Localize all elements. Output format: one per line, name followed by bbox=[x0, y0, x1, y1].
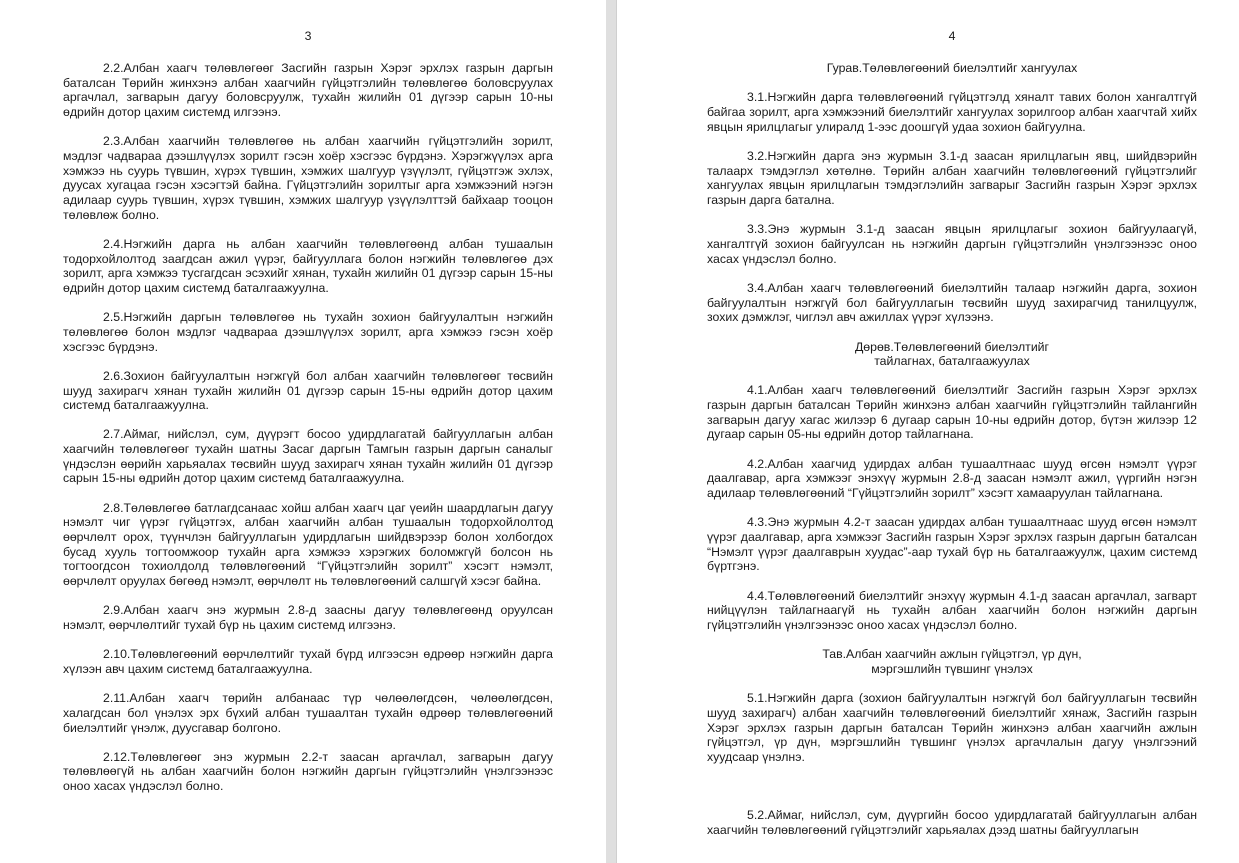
paragraph-2-12: 2.12.Төлөвлөгөөг энэ журмын 2.2-т заасан аргачлал, загварын дагуу төлөвлөөгүй нь албан хаагчийн болон нэгжийн даргын гүйцэтгэлийн үнэлгээнээс оноо хасах үндэслэл болно. bbox=[63, 749, 553, 794]
paragraph-4-3: 4.3.Энэ журмын 4.2-т заасан удирдах албан тушаалтнаас шууд өгсөн нэмэлт үүрэг даалгавар, арга хэмжээг Засгийн газрын Хэрэг эрхлэх газрын даргын баталсан “Нэмэлт үүрэг даалгаврын хуудас”-аар тухай бүр нь баталгаажуулж, цахим системд бүртгэнэ. bbox=[707, 515, 1197, 574]
paragraph-4-4: 4.4.Төлөвлөгөөний биелэлтийг энэхүү журмын 4.1-д заасан аргачлал, загварт нийцүүлэн тайлагнаагүй нь тухайн албан хаагчийн болон нэгжийн даргын гүйцэтгэлийн үнэлгээнээс оноо хасах үндэслэл болно. bbox=[707, 588, 1197, 632]
paragraph-2-5: 2.5.Нэгжийн даргын төлөвлөгөө нь тухайн зохион байгуулалтын нэгжийн төлөвлөгөө болон мэдлэг чадвараа дээшлүүлэх зорилт, арга хэмжээ гэсэн хоёр хэсгээс бүрдэнэ. bbox=[63, 310, 553, 354]
section-5-title-line1: Тав.Албан хаагчийн ажлын гүйцэтгэл, үр дүн, bbox=[822, 647, 1082, 662]
page-content bbox=[63, 29, 553, 808]
page-content bbox=[707, 29, 1197, 852]
paragraph-4-2: 4.2.Албан хаагчид удирдах албан тушаалтнаас шууд өгсөн нэмэлт үүрэг даалгавар, арга хэмжээг энэхүү журмын 2.8-д заасан нэмэлт ажил, үүргийн нэгэн адилаар төлөвлөгөөний “Гүйцэтгэлийн зорилт” хэсэгт хамааруулан тайлагнана. bbox=[707, 456, 1197, 501]
paragraph-2-3: 2.3.Албан хаагчийн төлөвлөгөө нь албан хаагчийн гүйцэтгэлийн зорилт, мэдлэг чадвараа дээшлүүлэх зорилт гэсэн хоёр хэсгээс бүрдэнэ. Хэрэгжүүлэх арга хэмжээ нь суурь түвшин, хүрэх түвшин, хэмжих шалгуур үзүүлэлт, гүйцэтгэж эхлэх, дуусах хугацаа гэсэн хэсэгтэй байна. Гүйцэтгэлийн зорилтыг арга хэмжээний нэгэн адилаар суурь түвшин, хүрэх түвшин, хэмжих шалгуур үзүүлэлттэй байхаар тооцон төлөвлөж болно. bbox=[63, 134, 553, 222]
paragraph-2-9: 2.9.Албан хаагч энэ журмын 2.8-д заасны дагуу төлөвлөгөөнд оруулсан нэмэлт, өөрчлөлтийг тухай бүр нь цахим системд илгээнэ. bbox=[63, 603, 553, 632]
paragraph-3-1: 3.1.Нэгжийн дарга төлөвлөгөөний гүйцэтгэлд хяналт тавих болон хангалтгүй байгаа зорилт, арга хэмжээний биелэлтийг хангуулах зорилгоор албан хаагчтай хийх явцын ярилцлагыг улиралд 1-ээс доошгүй удаа зохион байгуулна. bbox=[707, 90, 1197, 134]
section-5-heading bbox=[707, 647, 1197, 676]
document-page-4 bbox=[617, 0, 1239, 863]
paragraph-5-2: 5.2.Аймаг, нийслэл, сум, дүүргийн босоо удирдлагатай байгууллагын албан хаагчийн төлөвлөгөөний гүйцэтгэлийг харьяалах дээд шатны байгууллагын bbox=[707, 808, 1197, 837]
page-number: 3 bbox=[304, 29, 312, 43]
spacer bbox=[707, 779, 1197, 808]
paragraph-2-7: 2.7.Аймаг, нийслэл, сум, дүүрэгт босоо удирдлагатай байгууллагын албан хаагчийн төлөвлөгөөг тухайн шатны Засаг даргын Тамгын газрын даргын саналыг үндэслэн өөрийн харьяалах төсвийн шууд захирагч хянан тухайн жилийн 01 дүгээр сарын 15-ны өдрийн дотор цахим системд баталгаажуулна. bbox=[63, 427, 553, 486]
section-4-title-line1: Дөрөв.Төлөвлөгөөний биелэлтийг bbox=[854, 339, 1050, 354]
paragraph-5-1: 5.1.Нэгжийн дарга (зохион байгуулалтын нэгжгүй бол байгууллагын төсвийн шууд захирагч) албан хаагчийн төлөвлөгөөний биелэлтийг хянаж, Засгийн газрын Хэрэг эрхлэх газрын даргын баталсан Төрийн жинхэнэ албан хаагчийн ажлын гүйцэтгэл, үр дүн, мэргэшлийн түвшинг үнэлэх аргачлалын дагуу үнэлгээний хуудсаар үнэлнэ. bbox=[707, 691, 1197, 764]
paragraph-2-11: 2.11.Албан хаагч төрийн албанаас түр чөлөөлөгдсөн, чөлөөлөгдсөн, халагдсан бол үнэлэх эрх бүхий албан тушаалтан тухайн өдрөөр төлөвлөгөөний биелэлтийг үнэлж, дуусгавар болгоно. bbox=[63, 691, 553, 735]
page-number: 4 bbox=[948, 29, 956, 43]
page-gutter bbox=[606, 0, 617, 863]
paragraph-3-4: 3.4.Албан хаагч төлөвлөгөөний биелэлтийн талаар нэгжийн дарга, зохион байгуулалтын нэгжгүй бол байгууллагын төсвийн шууд захирагчид танилцуулж, зохих дэмжлэг, чиглэл авч ажиллах үүрэг хүлээнэ. bbox=[707, 280, 1197, 325]
section-4-title-line2: тайлагнах, баталгаажуулах bbox=[874, 354, 1030, 369]
paragraph-2-4: 2.4.Нэгжийн дарга нь албан хаагчийн төлөвлөгөөнд албан тушаалын тодорхойлолтод заагдсан ажил үүрэг, байгууллага болон нэгжийн төлөвлөгөө дэх зорилт, арга хэмжээ тусгагдсан эсэхийг хянан, тухайн жилийн 01 дүгээр сарын 15-ны өдрийн дотор цахим системд баталгаажуулна. bbox=[63, 236, 553, 295]
paragraph-2-6: 2.6.Зохион байгуулалтын нэгжгүй бол албан хаагчийн төлөвлөгөөг төсвийн шууд захирагч хянан тухайн жилийн 01 дүгээр сарын 15-ны өдрийн дотор цахим системд баталгаажуулна. bbox=[63, 368, 553, 413]
paragraph-3-3: 3.3.Энэ журмын 3.1-д заасан явцын ярилцлагыг зохион байгуулаагүй, хангалтгүй зохион байгуулсан нь нэгжийн даргын гүйцэтгэлийн үнэлгээнээс оноо хасах үндэслэл болно. bbox=[707, 222, 1197, 266]
section-5-title-line2: мэргэшлийн түвшинг үнэлэх bbox=[871, 661, 1033, 676]
section-4-heading bbox=[707, 340, 1197, 369]
paragraph-2-8: 2.8.Төлөвлөгөө батлагдсанаас хойш албан хаагч цаг үеийн шаардлагын дагуу нэмэлт чиг үүрэг гүйцэтгэх, албан хаагчийн албан тушаалын тодорхойлолтод өөрчлөлт орох, түүнчлэн байгууллагын удирдлагын шийдвэрээр болон холбогдох бусад хууль тогтоомжоор тухайн арга хэмжээ хэрэгжих боломжгүй болсон нь тогтоогдсон тохиолдолд төлөвлөгөөний “Гүйцэтгэлийн зорилт” хэсэгт нэмэлт, өөрчлөлт оруулах бөгөөд нэмэлт, өөрчлөлт нь төлөвлөгөөний салшгүй хэсэг байна. bbox=[63, 500, 553, 589]
paragraph-4-1: 4.1.Албан хаагч төлөвлөгөөний биелэлтийг Засгийн газрын Хэрэг эрхлэх газрын даргын баталсан Төрийн жинхэнэ албан хаагчийн гүйцэтгэлийн тайлангийн загварын дагуу хагас жилээр 6 дугаар сарын 10-ны өдрийн дотор, бүтэн жилээр 12 дугаар сарын 05-ны өдрийн дотор тайлагнана. bbox=[707, 383, 1197, 442]
paragraph-2-2: 2.2.Албан хаагч төлөвлөгөөг Засгийн газрын Хэрэг эрхлэх газрын даргын баталсан Төрийн жинхэнэ албан хаагчийн гүйцэтгэлийн төлөвлөгөө боловсруулах аргачлал, загварын дагуу боловсруулж, тухайн жилийн 01 дүгээр сарын 10-ны өдрийн дотор цахим системд илгээнэ. bbox=[63, 61, 553, 120]
document-page-3 bbox=[0, 0, 606, 863]
paragraph-3-2: 3.2.Нэгжийн дарга энэ журмын 3.1-д заасан ярилцлагын явц, шийдвэрийн талаарх тэмдэглэл хөтөлнө. Төрийн албан хаагчийн төлөвлөгөөний гүйцэтгэлийг хангуулах явцын ярилцлагын тэмдэглэлийн загварыг Засгийн газрын Хэрэг эрхлэх газрын дарга батална. bbox=[707, 149, 1197, 208]
section-3-heading bbox=[707, 61, 1197, 76]
section-3-title: Гурав.Төлөвлөгөөний биелэлтийг хангуулах bbox=[826, 61, 1078, 76]
paragraph-2-10: 2.10.Төлөвлөгөөний өөрчлөлтийг тухай бүрд илгээсэн өдрөөр нэгжийн дарга хүлээн авч цахим системд баталгаажуулна. bbox=[63, 647, 553, 676]
